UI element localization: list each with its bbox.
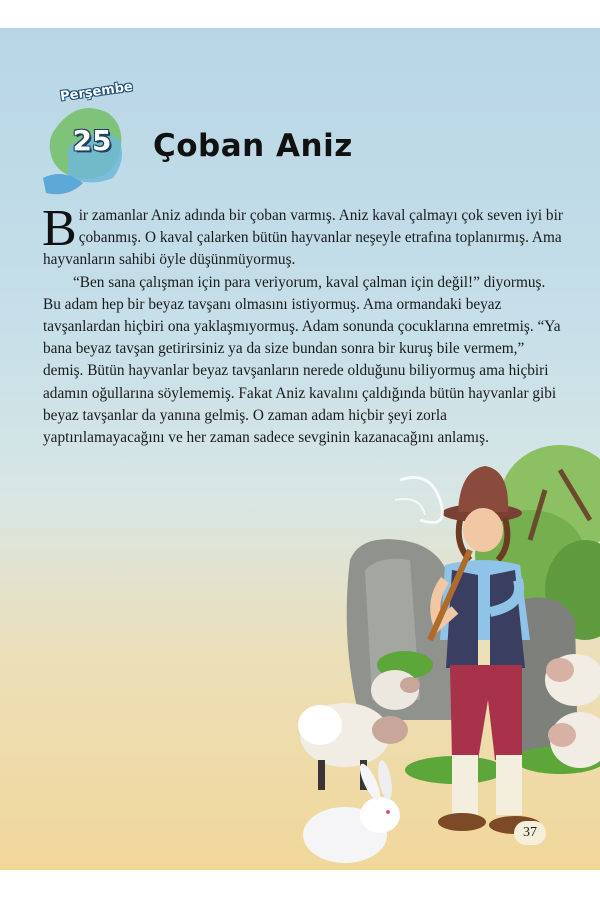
drop-cap: B bbox=[42, 200, 77, 257]
page-top-margin bbox=[0, 0, 600, 28]
day-number: 25 bbox=[72, 124, 112, 157]
page-number: 37 bbox=[514, 821, 546, 845]
page-bottom-margin bbox=[0, 870, 600, 900]
story-text bbox=[42, 200, 563, 449]
page-title: Çoban Aniz bbox=[153, 128, 353, 164]
music-swirl bbox=[395, 478, 443, 523]
day-label: Perşembe bbox=[59, 79, 134, 105]
story-paragraph-1 bbox=[42, 200, 563, 272]
white-rabbit bbox=[303, 759, 400, 863]
story-paragraph-2: “Ben sana çalışman için para veriyorum, kaval çalman için değil!” diyormuş. Bu adam hep bir beyaz tavşanı olmasını istiyormuş. Ama ormandaki beyaz tavşanlardan hiçbiri ona yaklaşmıyormuş. Adam sonunda çocuklarına emretmiş. “Ya bana beyaz tavşan getirirsiniz ya da size bundan sonra bir kuruş bile vermem,” demiş. Bütün hayvanlar beyaz tavşanların nerede olduğunu biliyormuş ama hiçbiri adamın oğullarına söylememiş. Fakat Aniz kavalını çaldığında bütün hayvanlar gibi beyaz tavşanlar da yanına gelmiş. O zaman adam hiçbir şeyi zorla yaptırılamayacağını ve her zaman sadece sevginin kazanacağını anlamış. bbox=[43, 273, 561, 447]
sheep-left bbox=[298, 703, 408, 790]
paragraph-1-text: ir zamanlar Aniz adında bir çoban varmış. Aniz kaval çalmayı çok seven iyi bir çobanmış. O kaval çalarken bütün hayvanlar neşeyle etrafına toplanırmış. Ama hayvanların sahibi öyle düşünmüyormuş. bbox=[43, 207, 563, 269]
